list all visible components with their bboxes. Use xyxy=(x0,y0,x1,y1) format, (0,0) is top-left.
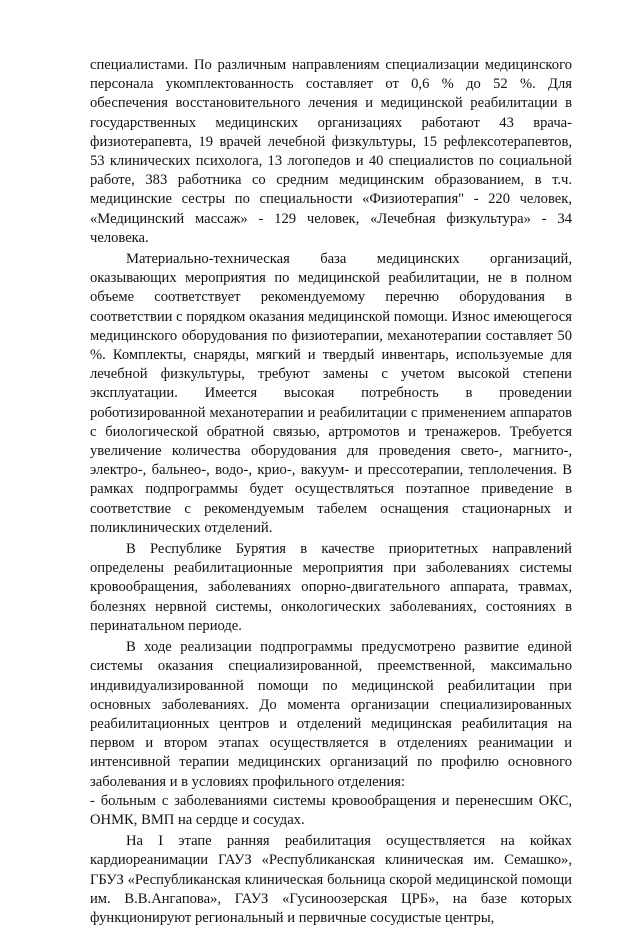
paragraph-list-item: - больным с заболеваниями системы кровообращения и перенесшим ОКС, ОНМК, ВМП на сердце и сосудах. xyxy=(90,792,572,828)
paragraph-equipment: Материально-техническая база медицинских организаций, оказывающих мероприятия по медицинской реабилитации, не в полном объеме соответствует рекомендуемому перечню оборудования в соответствии с порядком оказания медицинской помощи. Износ имеющегося медицинского оборудования по физиотерапии, механотерапии составляет 50 %. Комплекты, снаряды, мягкий и твердый инвентарь, используемые для лечебной физкультуры, требуют замены с учетом высокой степени эксплуатации. Имеется высокая потребность в проведении роботизированной механотерапии и реабилитации с применением аппаратов с биологической обратной связью, артромотов и тренажеров. Требуется увеличение количества оборудования для проведения свето-, магнито-, электро-, бальнео-, водо-, крио-, вакуум- и прессотерапии, теплолечения. В рамках подпрограммы будет осуществляться поэтапное приведение в соответствие с рекомендуемым табелем оснащения стационарных и поликлинических отделений. xyxy=(90,251,572,536)
paragraph-stage-one: На I этапе ранняя реабилитация осуществляется на койках кардиореанимации ГАУЗ «Республиканская клиническая им. Семашко», ГБУЗ «Республиканская клиническая больница скорой медицинской помощи им. В.В.Ангапова», ГАУЗ «Гусиноозерская ЦРБ», на базе которых функционируют региональный и первичные сосудистые центры, xyxy=(90,833,572,926)
document-page xyxy=(90,56,572,928)
paragraph-subprogram: В ходе реализации подпрограммы предусмотрено развитие единой системы оказания специализированной, преемственной, максимально индивидуализированной помощи по медицинской реабилитации при основных заболеваниях. До момента организации специализированных реабилитационных центров и отделений медицинская реабилитация на первом и втором этапах осуществляется в отделениях реанимации и интенсивной терапии медицинских организаций по профилю основного заболевания и в условиях профильного отделения: xyxy=(90,639,572,790)
paragraph-staffing: специалистами. По различным направлениям специализации медицинского персонала укомплектованность составляет от 0,6 % до 52 %. Для обеспечения восстановительного лечения и медицинской реабилитации в государственных медицинских организациях работают 43 врача-физиотерапевта, 19 врачей лечебной физкультуры, 15 рефлексотерапевтов, 53 клинических психолога, 13 логопедов и 40 специалистов по социальной работе, 383 работника со средним медицинским образованием, в т.ч. медицинские сестры по специальности «Физиотерапия" - 220 человек, «Медицинский массаж» - 129 человек, «Лечебная физкультура» - 34 человека. xyxy=(90,57,572,246)
paragraph-priorities: В Республике Бурятия в качестве приоритетных направлений определены реабилитационные мероприятия при заболеваниях системы кровообращения, заболеваниях опорно-двигательного аппарата, травмах, болезнях нервной системы, онкологических заболеваниях, состояниях в перинатальном периоде. xyxy=(90,541,572,634)
